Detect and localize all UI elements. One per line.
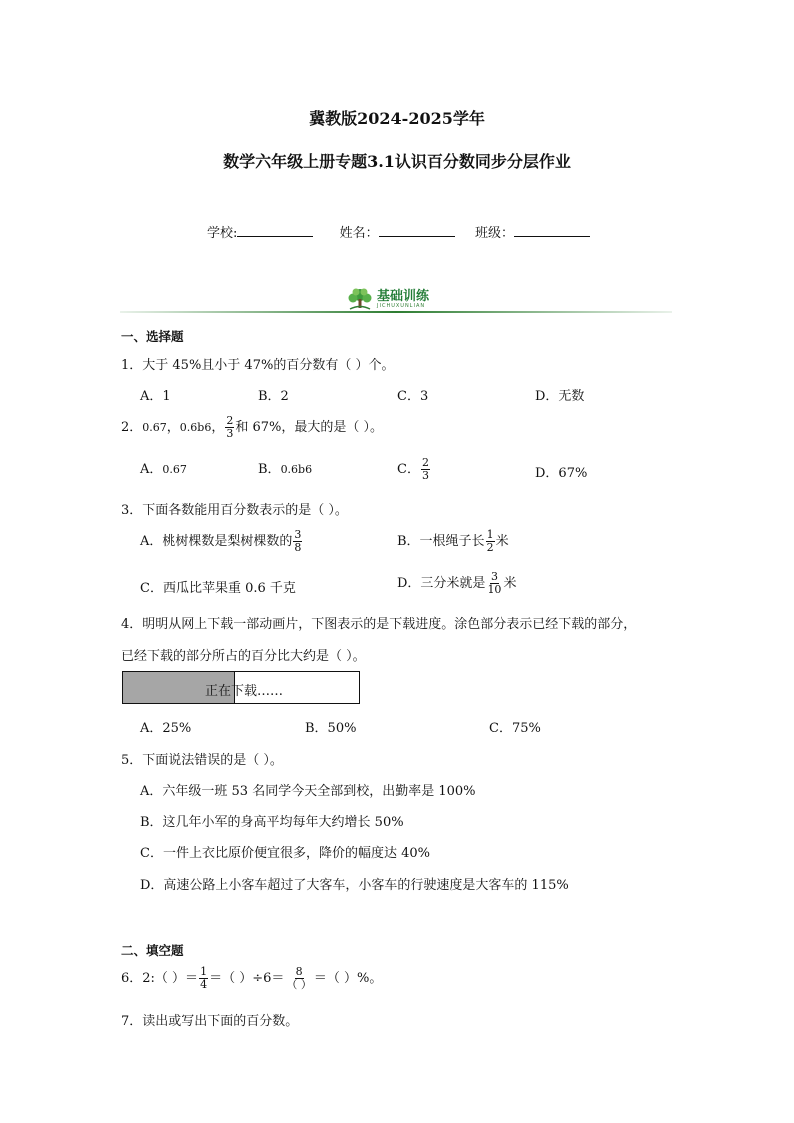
q2-sep-1: ， (166, 420, 180, 435)
q5-option-b[interactable]: B．这几年小军的身高平均每年大约增长 50% (140, 815, 404, 830)
question-4-line-1: 4．明明从网上下载一部动画片，下图表示的是下载进度。涂色部分表示已经下载的部分， (121, 617, 637, 632)
q3-option-b-unit: 米 (495, 534, 509, 549)
q6-part-1: 6．2:（ ）＝ (121, 971, 199, 986)
progress-text: 正在下载…… (205, 684, 284, 699)
question-3: 3．下面各数能用百分数表示的是（ ）。 (121, 503, 348, 518)
q2-sep-2: ， (211, 420, 225, 435)
question-1: 1．大于 45%且小于 47%的百分数有（ ）个。 (121, 358, 395, 373)
q4-option-a[interactable]: A．25% (140, 721, 192, 736)
q2-fraction-num: 2 (226, 414, 234, 427)
q6-fraction-2-den: （ ） (286, 978, 312, 991)
q2-fraction-den: 3 (226, 427, 234, 440)
q2-number: 2． (121, 420, 143, 435)
q2-option-c-num: 2 (421, 456, 429, 469)
q3-option-d-num: 3 (490, 570, 498, 583)
q3-option-b-text: B．一根绳子长 (397, 534, 485, 549)
class-blank[interactable] (514, 223, 590, 237)
q6-fraction-1-num: 1 (200, 965, 208, 978)
q2-recurring-1: 0.67 (142, 421, 167, 434)
q2-option-c[interactable] (397, 455, 431, 485)
q6-part-2: ＝（ ）÷6＝ (209, 971, 285, 986)
q3-option-a-num: 3 (294, 528, 302, 541)
badge-label: 基础训练 (377, 288, 430, 304)
section-title-2: 二、填空题 (121, 943, 184, 958)
question-6 (121, 964, 382, 994)
q3-option-a-text: A．桃树棵数是梨树棵数的 (140, 534, 293, 549)
question-2 (121, 413, 383, 443)
q2-option-d[interactable]: D．67% (535, 466, 588, 481)
q3-option-d-text: D．三分米就是 (397, 576, 486, 591)
q3-option-b-fraction (486, 529, 495, 554)
q2-option-c-fraction (421, 457, 430, 482)
q2-option-b-value: 0.6b6 (280, 463, 313, 476)
q6-fraction-2 (285, 966, 313, 991)
q2-option-a[interactable] (140, 455, 187, 485)
name-label: 姓名： (339, 226, 379, 241)
q2-option-c-label: C． (397, 462, 420, 477)
q6-fraction-1 (199, 966, 208, 991)
question-4-line-2: 已经下载的部分所占的百分比大约是（ ）。 (121, 649, 366, 664)
divider-line (120, 311, 672, 313)
q3-option-d-den: 10 (487, 583, 502, 596)
q1-option-d[interactable]: D．无数 (535, 389, 585, 404)
q3-option-d-fraction (486, 571, 502, 596)
name-blank[interactable] (379, 223, 455, 237)
q1-option-b[interactable]: B．2 (258, 389, 289, 404)
q3-option-a-fraction (293, 529, 302, 554)
q3-option-b[interactable] (397, 527, 509, 557)
question-5: 5．下面说法错误的是（ ）。 (121, 753, 283, 768)
q1-option-c[interactable]: C．3 (397, 389, 429, 404)
q4-option-c[interactable]: C．75% (489, 721, 541, 736)
q5-option-a[interactable]: A．六年级一班 53 名同学今天全部到校，出勤率是 100% (140, 784, 476, 799)
page-subtitle: 数学六年级上册专题3.1认识百分数同步分层作业 (223, 152, 571, 171)
q2-option-a-label: A． (140, 462, 163, 477)
q2-option-b-label: B． (258, 462, 281, 477)
q2-fraction (225, 415, 234, 440)
page-title: 冀教版2024-2025学年 (309, 109, 485, 128)
info-line (207, 222, 590, 241)
tree-icon (346, 288, 374, 310)
q6-fraction-2-num: 8 (295, 965, 303, 978)
section-badge (346, 288, 429, 310)
q2-tail: 和 67%，最大的是（ ）。 (235, 420, 384, 435)
school-label: 学校: (207, 226, 238, 241)
q3-option-d[interactable] (397, 569, 516, 599)
q2-option-a-value: 0.67 (162, 463, 187, 476)
q4-option-b[interactable]: B．50% (305, 721, 357, 736)
section-title: 一、选择题 (121, 329, 184, 344)
q3-option-c[interactable]: C．西瓜比苹果重 0.6 千克 (140, 581, 296, 596)
q5-option-c[interactable]: C．一件上衣比原价便宜很多，降价的幅度达 40% (140, 846, 430, 861)
q3-option-d-unit: 米 (503, 576, 517, 591)
q2-recurring-2: 0.6b6 (179, 421, 212, 434)
q3-option-a[interactable] (140, 527, 303, 557)
q1-option-a[interactable]: A．1 (140, 389, 171, 404)
class-label: 班级： (474, 226, 514, 241)
q2-option-c-den: 3 (421, 469, 429, 482)
badge-sub: JICHUXUNLIAN (377, 302, 426, 309)
q2-option-b[interactable] (258, 455, 312, 485)
q6-fraction-1-den: 4 (200, 978, 208, 991)
download-progress-bar (122, 671, 360, 704)
school-blank[interactable] (237, 223, 313, 237)
q6-part-3: ＝（ ）%。 (313, 971, 383, 986)
q3-option-a-den: 8 (294, 541, 302, 554)
q5-option-d[interactable]: D．高速公路上小客车超过了大客车，小客车的行驶速度是大客车的 115% (140, 878, 569, 893)
q3-option-b-den: 2 (486, 541, 494, 554)
q3-option-b-num: 1 (486, 528, 494, 541)
question-7: 7．读出或写出下面的百分数。 (121, 1014, 299, 1029)
